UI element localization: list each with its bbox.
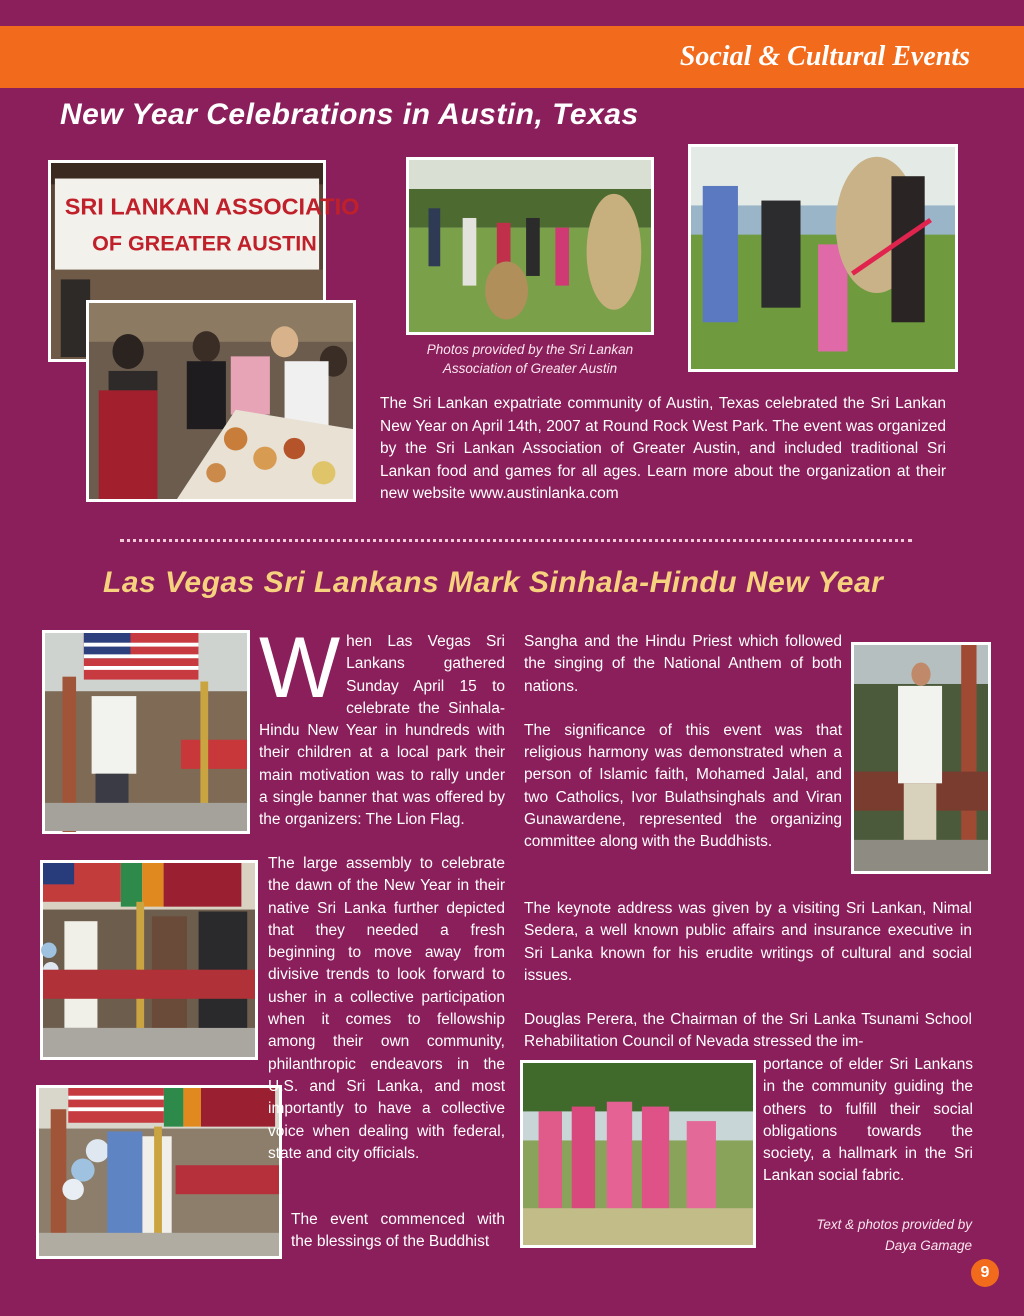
article2-col2-p4a: Douglas Perera, the Chairman of the Sri Lanka Tsunami School Rehabilitation Council of Nevada stressed the im- (524, 1011, 972, 1051)
article2-column1-top (259, 620, 505, 854)
article2-col1-p3: The event commenced with the blessings of the Buddhist (291, 1211, 505, 1251)
section-title: Social & Cultural Events (679, 41, 970, 72)
article2-col2-p1: Sangha and the Hindu Priest which followed the singing of the National Anthem of both nations. (524, 633, 842, 695)
photo-park-game-2 (688, 144, 958, 372)
article2-title: Las Vegas Sri Lankans Mark Sinhala-Hindu New Year (103, 566, 884, 599)
photo-lamp-lighting (40, 860, 258, 1060)
photo-park-game-1 (406, 157, 654, 335)
photo-keynote-speaker (851, 642, 991, 874)
banner-text-line1: SRI LANKAN ASSOCIATIO (64, 193, 360, 220)
article2-col2-p2: The significance of this event was that religious harmony was demonstrated when a person of Islamic faith, Mohamed Jalal, and two Catholics, Ivor Bulathsinghals and Viran Gunawardene, represented the organizing committee along with the Buddhists. (524, 721, 842, 851)
article2-column2-top (524, 631, 842, 876)
article1-title: New Year Celebrations in Austin, Texas (60, 98, 639, 131)
photo-caption: Photos provided by the Sri Lankan Association of Greater Austin (426, 342, 634, 376)
credit-line2: Daya Gamage (884, 1238, 972, 1253)
article2-col2-p3: The keynote address was given by a visiting Sri Lankan, Nimal Sedera, a well known public affairs and insurance executive in Sri Lanka known for his erudite writings of cultural and social issues. (524, 900, 972, 984)
section-divider (120, 539, 912, 542)
article2-col2-p4b: portance of elder Sri Lankans in the community guiding the others to fulfill their social obligations towards the society, a hallmark in the Sri Lankan social fabric. (763, 1056, 973, 1185)
credit-line1: Text & photos provided by (816, 1217, 972, 1232)
article2-col1-p2: The large assembly to celebrate the dawn of the New Year in their native Sri Lanka further depicted that they needed a fresh beginning to move away from divisive trends to look forward to usher in a collective participation when it comes to fellowship among their own community, philanthropic endeavors in the U.S. and Sri Lanka, and most importantly to have a collective voice when dealing with federal, state and city officials. (268, 855, 505, 1162)
article1-body: The Sri Lankan expatriate community of Austin, Texas celebrated the Sri Lankan New Year on April 14th, 2007 at Round Rock West Park. The event was organized by the Sri Lankan Association of Greater Austin, and included traditional Sri Lankan food and games for all ages. Learn more about the organization at their new website www.austinlanka.com (380, 395, 946, 503)
article2-column1-bottom (291, 1209, 505, 1276)
article2-column1-mid (268, 853, 505, 1187)
article2-column2-bottom (763, 1054, 973, 1210)
article2-col1-p1: hen Las Vegas Sri Lankans gathered Sunday April 15 to celebrate the Sinhala-Hindu New Year in hundreds with their children at a local park their main motivation was to rally under a single banner that was offered by the organizers: The Lion Flag. (259, 633, 505, 829)
photo-food-table (86, 300, 356, 502)
photo-elders-gathering (36, 1085, 282, 1259)
banner-text-line2: OF GREATER AUSTIN (92, 231, 317, 256)
photo-dancers (520, 1060, 756, 1248)
drop-cap: W (259, 620, 341, 716)
page-number: 9 (971, 1259, 999, 1287)
photo-speaker-flag (42, 630, 250, 834)
article2-column2-mid (524, 898, 972, 1054)
photo-credit (816, 1214, 972, 1256)
